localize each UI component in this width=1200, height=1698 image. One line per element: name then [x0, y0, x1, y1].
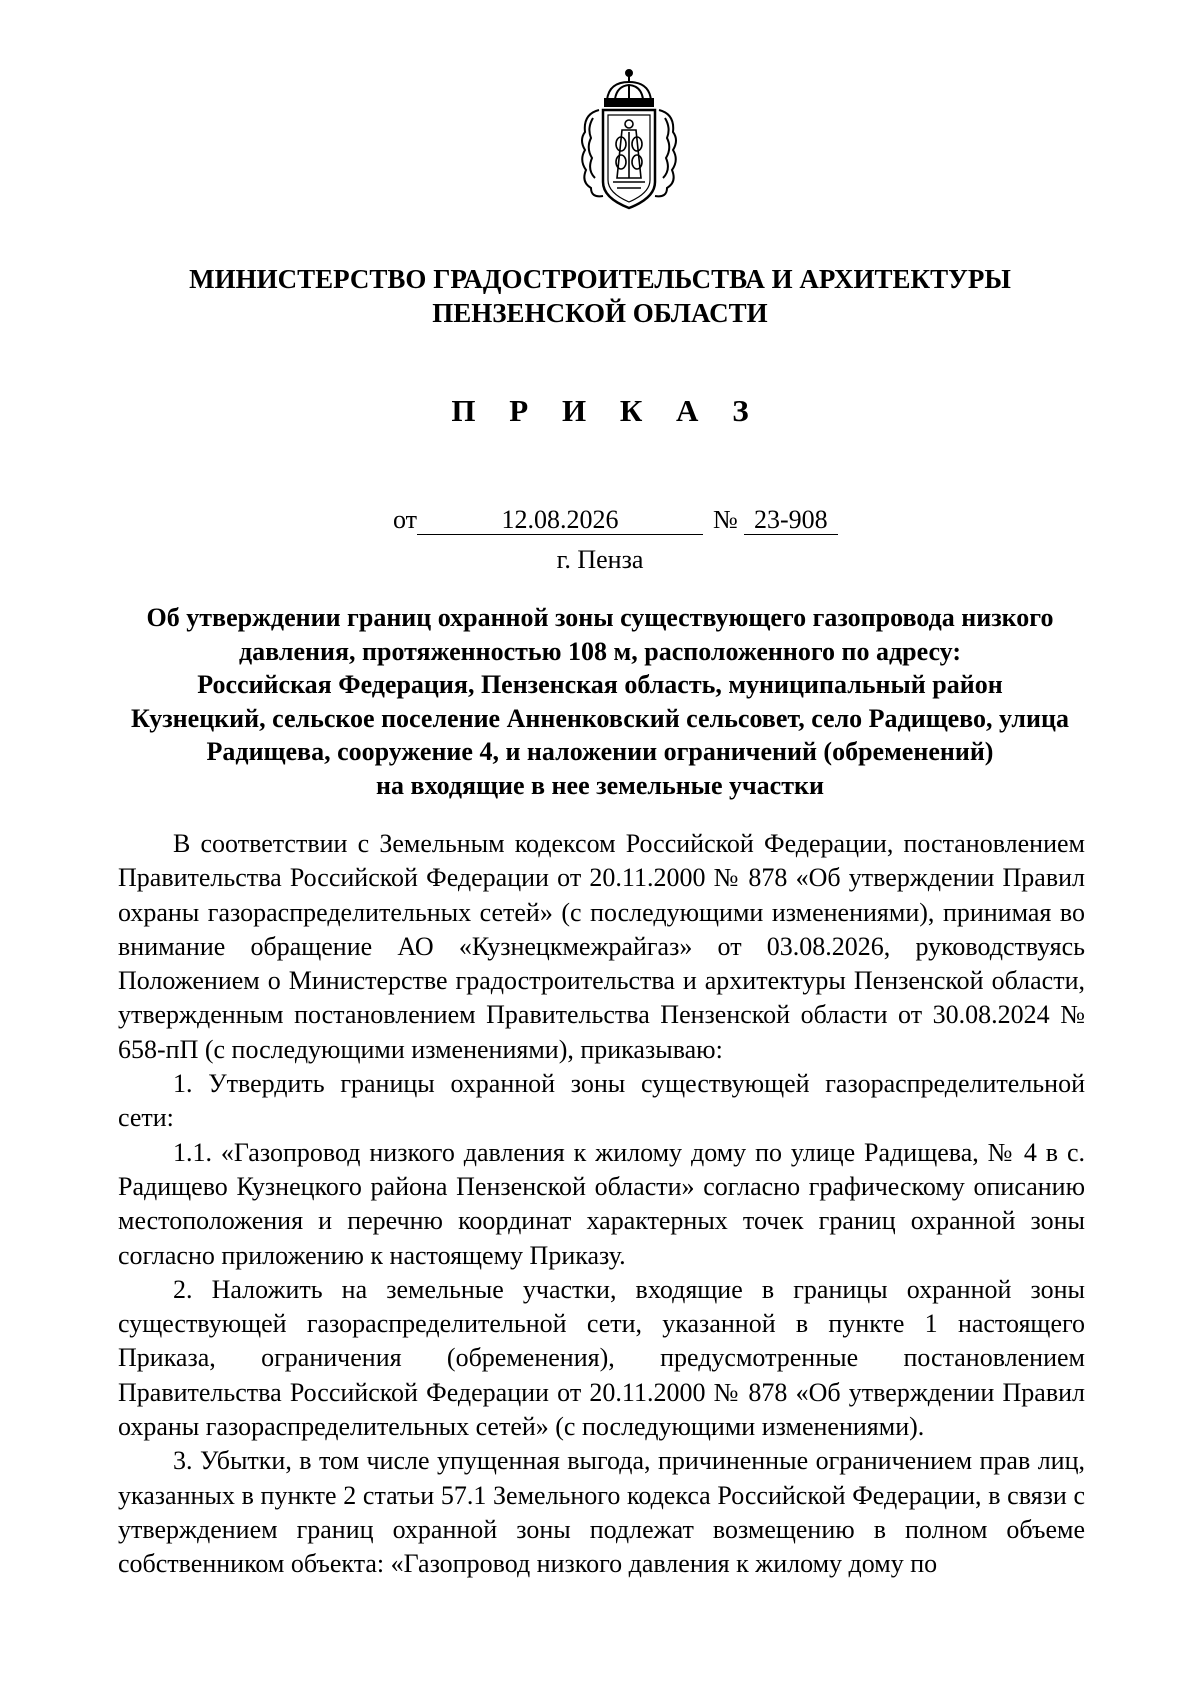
ministry-name-line1: МИНИСТЕРСТВО ГРАДОСТРОИТЕЛЬСТВА И АРХИТЕКТУРЫ	[189, 264, 1011, 294]
body-paragraph-preamble: В соответствии с Земельным кодексом Российской Федерации, постановлением Правительства Российской Федерации от 20.11.2000 № 878 «Об утверждении Правил охраны газораспределительных сетей» (с последующими изменениями), принимая во внимание обращение АО «Кузнецкмежрайгаз» от 03.08.2026, руководствуясь Положением о Министерстве градостроительства и архитектуры Пензенской области, утвержденным постановлением Правительства Пензенской области от 30.08.2024 № 658-пП (с последующими изменениями), приказываю:	[118, 829, 1085, 1064]
subject-line: давления, протяженностью 108 м, расположенного по адресу:	[239, 636, 961, 666]
coat-of-arms-icon	[569, 66, 689, 216]
subject-line: на входящие в нее земельные участки	[376, 770, 824, 800]
city-name: г. Пенза	[556, 545, 644, 574]
subject-line: Кузнецкий, сельское поселение Анненковский сельсовет, село Радищево, улица	[131, 703, 1069, 733]
date-prefix: от	[393, 505, 418, 534]
date-number-line	[393, 505, 838, 535]
document-type-title: П Р И К А З	[451, 393, 762, 428]
body-paragraph-item-1-1: 1.1. «Газопровод низкого давления к жилому дому по улице Радищева, № 4 в с. Радищево Кузнецкого района Пензенской области» согласно графическому описанию местоположения и перечню координат характерных точек границ охранной зоны согласно приложению к настоящему Приказу.	[118, 1137, 1085, 1270]
body-paragraph-item-2: 2. Наложить на земельные участки, входящие в границы охранной зоны существующей газораспределительной сети, указанной в пункте 1 настоящего Приказа, ограничения (обременения), предусмотренные постановлением Правительства Российской Федерации от 20.11.2000 № 878 «Об утверждении Правил охраны газораспределительных сетей» (с последующими изменениями).	[118, 1274, 1085, 1442]
subject-line: Российская Федерация, Пензенская область, муниципальный район	[197, 670, 1003, 699]
ministry-name-line2: ПЕНЗЕНСКОЙ ОБЛАСТИ	[432, 298, 768, 328]
body-paragraph-item-3: 3. Убытки, в том числе упущенная выгода, причиненные ограничением прав лиц, указанных в пункте 2 статьи 57.1 Земельного кодекса Российской Федерации, в связи с утверждением границ охранной зоны подлежат возмещению в полном объеме собственником объекта: «Газопровод низкого давления к жилому дому по	[118, 1446, 1085, 1579]
order-body	[118, 827, 1085, 1582]
order-date: 12.08.2026	[417, 506, 703, 535]
subject-line: Радищева, сооружение 4, и наложении ограничений (обременений)	[206, 737, 994, 766]
order-subject	[115, 601, 1085, 802]
number-prefix: №	[713, 505, 738, 534]
subject-line: Об утверждении границ охранной зоны существующего газопровода низкого	[146, 603, 1054, 632]
ministry-name	[0, 262, 1200, 330]
body-paragraph-item-1: 1. Утвердить границы охранной зоны существующей газораспределительной сети:	[118, 1069, 1085, 1133]
order-number: 23-908	[744, 506, 838, 535]
